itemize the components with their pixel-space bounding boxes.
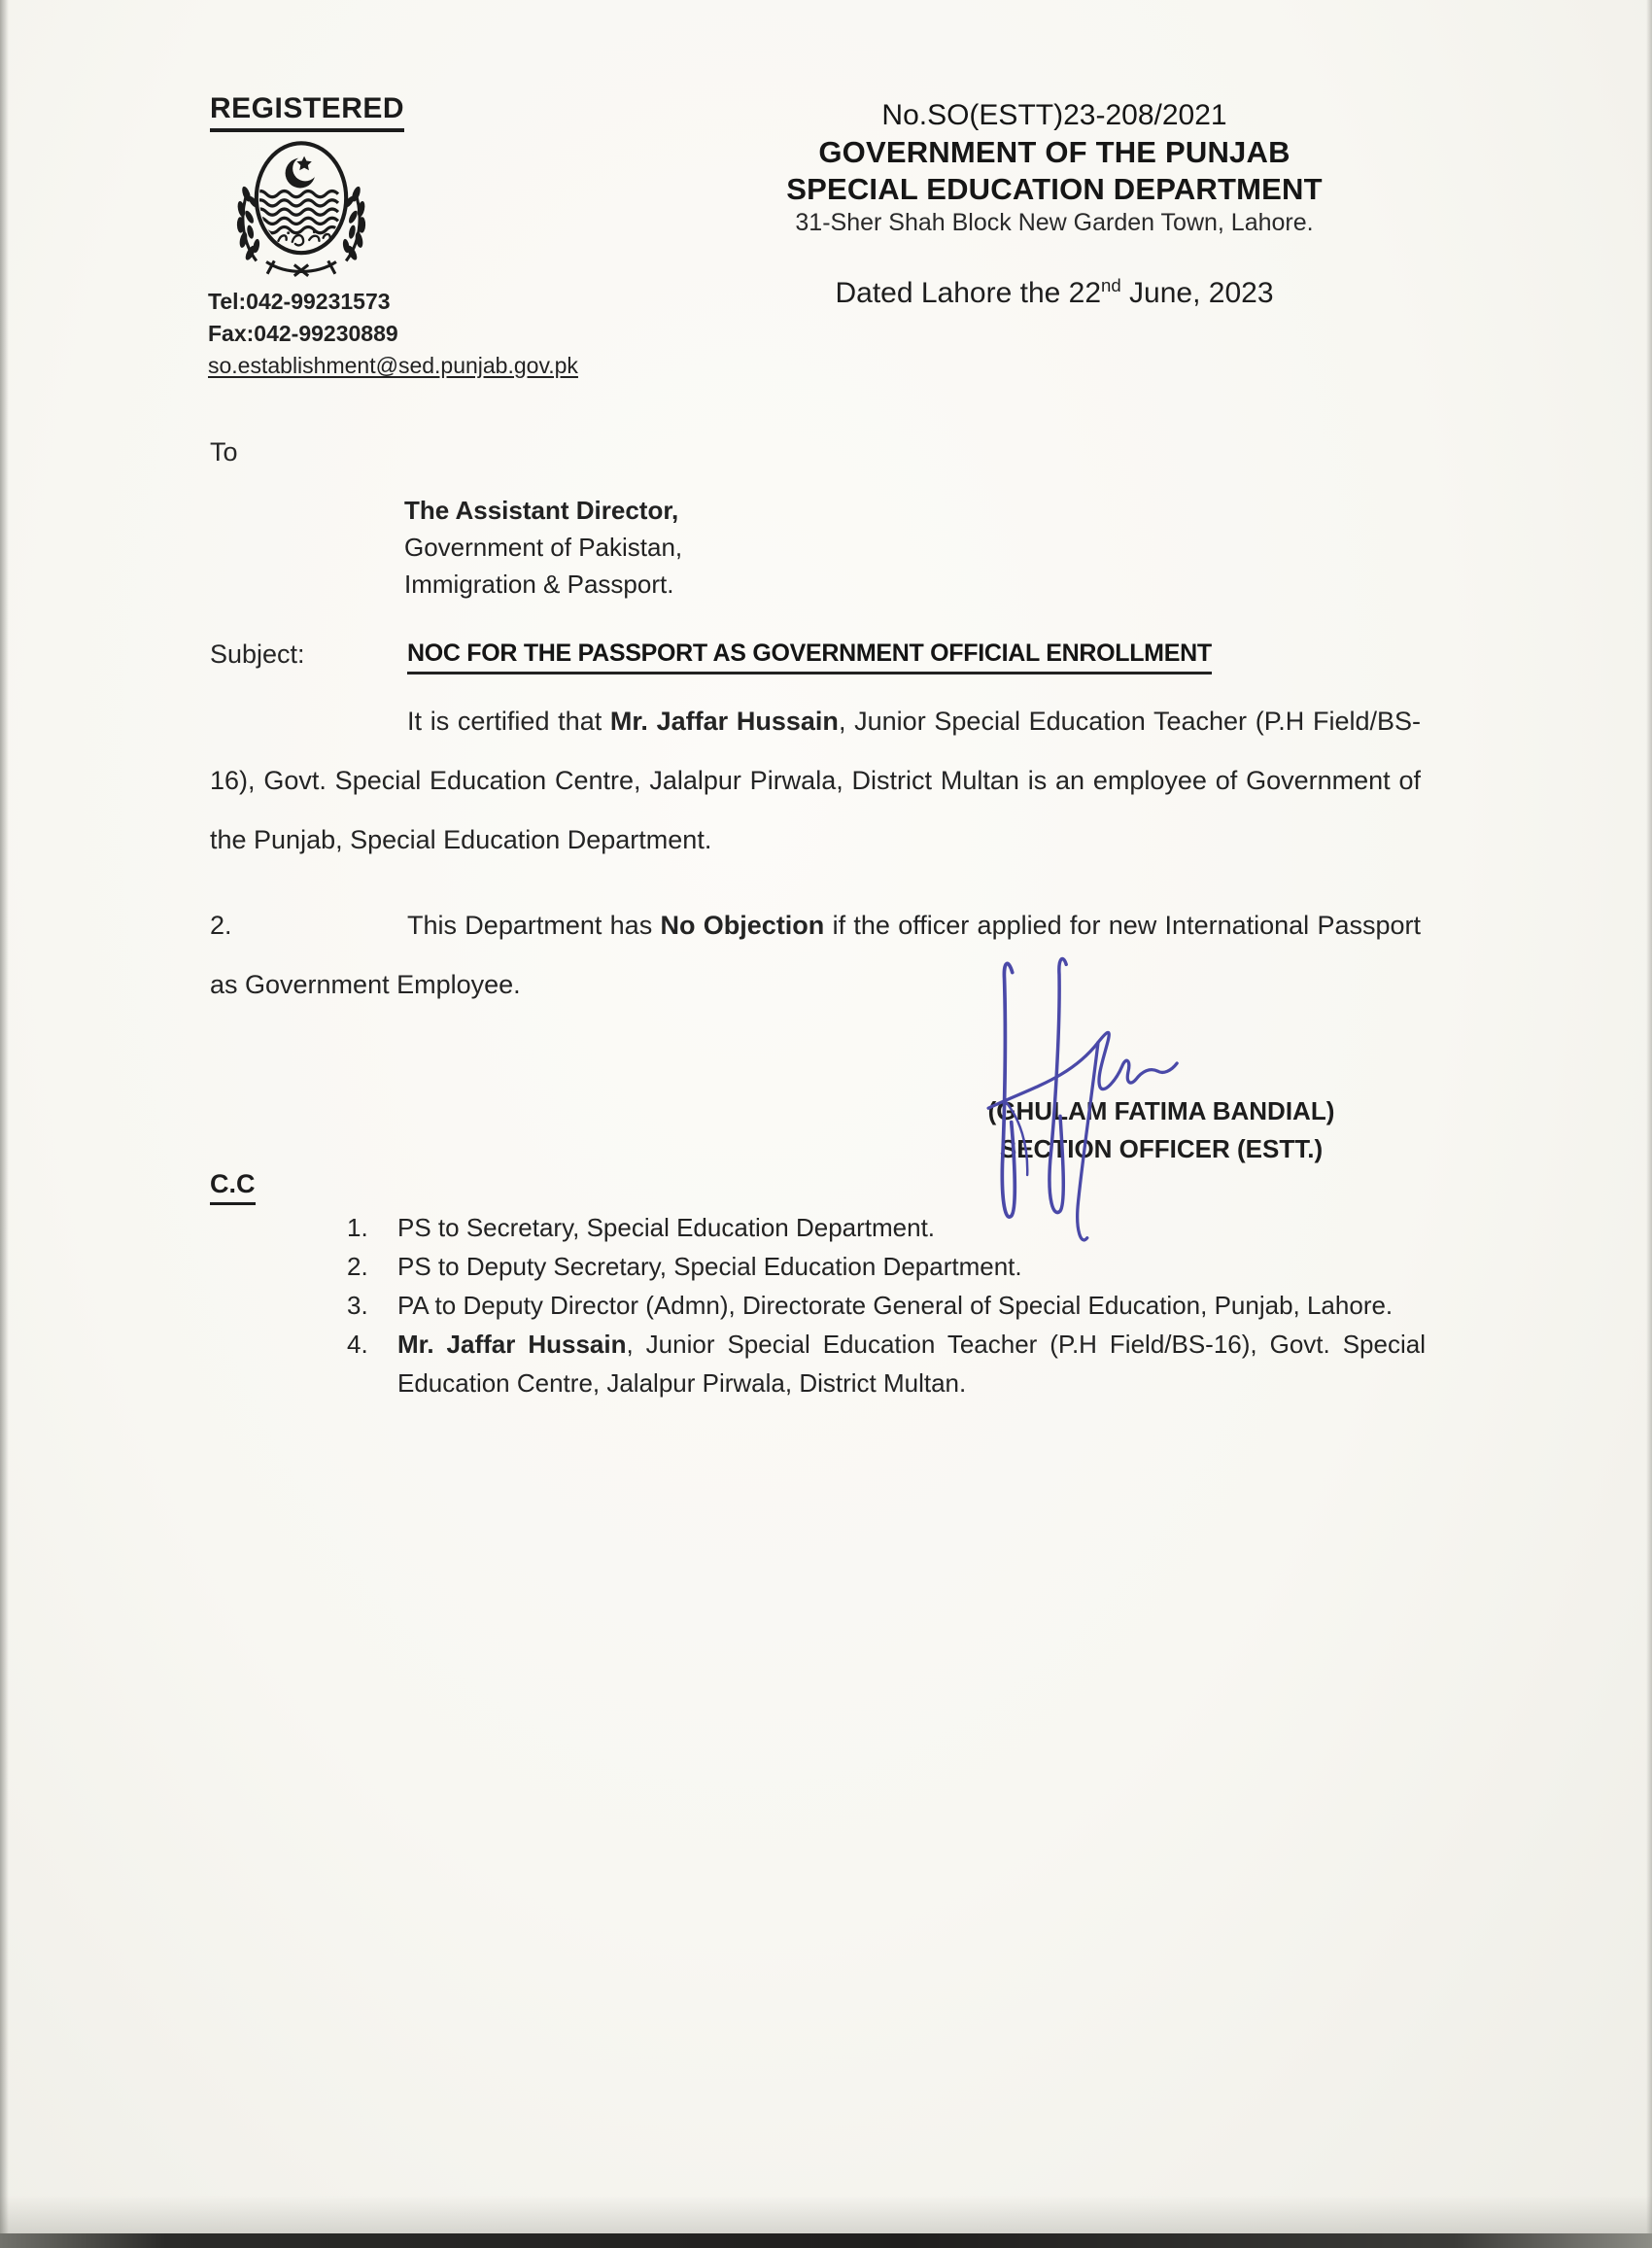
subject-text: NOC FOR THE PASSPORT AS GOVERNMENT OFFICIAL ENROLLMENT [407, 640, 1212, 674]
subject-label: Subject: [210, 640, 305, 669]
telephone-number: Tel:042-99231573 [208, 289, 391, 314]
para1-text: It is certified that [407, 707, 610, 736]
recipient-block [404, 492, 682, 603]
signatory-title: SECTION OFFICER (ESTT.) [999, 1134, 1324, 1163]
date-line [719, 277, 1390, 310]
cc-item-text: PA to Deputy Director (Admn), Directorate General of Special Education, Punjab, Lahore. [397, 1291, 1394, 1320]
cc-item-text: PS to Deputy Secretary, Special Education Department. [397, 1252, 1022, 1281]
para2-bold-phrase: No Objection [660, 911, 825, 940]
recipient-title: The Assistant Director, [404, 496, 679, 525]
cc-item-text: PS to Secretary, Special Education Department. [397, 1213, 936, 1242]
para1-bold-name: Mr. Jaffar Hussain [609, 707, 839, 736]
registered-label: REGISTERED [210, 92, 404, 132]
para2-text: This Department has [407, 911, 661, 940]
signatory-name: (GHULAM FATIMA BANDIAL) [987, 1096, 1335, 1125]
department-address: 31-Sher Shah Block New Garden Town, Lahore. [795, 209, 1314, 236]
scan-edge-left [0, 0, 9, 2248]
para2-text-cont: if the officer applied for new International Passport as Government Employee. [210, 911, 1422, 999]
date-suffix: June, 2023 [1120, 277, 1274, 309]
recipient-org: Government of Pakistan, [404, 533, 683, 562]
cc-item-number: 3. [347, 1291, 368, 1320]
contact-block [208, 286, 578, 382]
scan-edge-bottom-bar [0, 2233, 1652, 2248]
cc-item-number: 1. [347, 1213, 368, 1242]
department-line: SPECIAL EDUCATION DEPARTMENT [786, 172, 1323, 206]
recipient-dept: Immigration & Passport. [404, 570, 674, 599]
to-label: To [210, 437, 238, 467]
body-paragraph-1 [210, 692, 1421, 870]
date-ordinal-superscript: nd [1101, 275, 1121, 295]
cc-label: C.C [210, 1169, 256, 1205]
scan-edge-right [1646, 0, 1652, 2248]
body-paragraph-2 [210, 896, 1421, 1015]
date-prefix: Dated Lahore the 22 [835, 277, 1102, 309]
fax-number: Fax:042-99230889 [208, 321, 398, 346]
government-line: GOVERNMENT OF THE PUNJAB [818, 135, 1291, 169]
cc-item-3 [347, 1286, 1426, 1325]
para1-text-cont: , Junior Special Education Teacher (P.H Field/BS-16), Govt. Special Education Centre, Jalalpur Pirwala, District Multan is an employee of Government of the Punjab, Special Education Department. [210, 707, 1421, 854]
cc-item-number: 2. [347, 1252, 368, 1281]
cc-item-number: 4. [347, 1330, 368, 1359]
punjab-government-emblem-icon [216, 132, 387, 284]
cc-item-text: , Junior Special Education Teacher (P.H Field/BS-16), Govt. Special Education Centre, Jalalpur Pirwala, District Multan. [397, 1330, 1426, 1398]
cc-item-bold: Mr. Jaffar Hussain [397, 1330, 627, 1359]
cc-item-2 [347, 1247, 1426, 1286]
subject-row [210, 640, 1421, 674]
cc-list [347, 1208, 1426, 1402]
email-address: so.establishment@sed.punjab.gov.pk [208, 353, 578, 378]
cc-item-4 [347, 1325, 1426, 1402]
paragraph-number: 2. [210, 911, 232, 940]
cc-item-1 [347, 1208, 1426, 1247]
scan-edge-bottom-fade [0, 2196, 1652, 2234]
reference-number: No.SO(ESTT)23-208/2021 [881, 99, 1227, 131]
handwritten-signature-icon [970, 951, 1186, 1250]
letterhead-block [719, 97, 1390, 237]
